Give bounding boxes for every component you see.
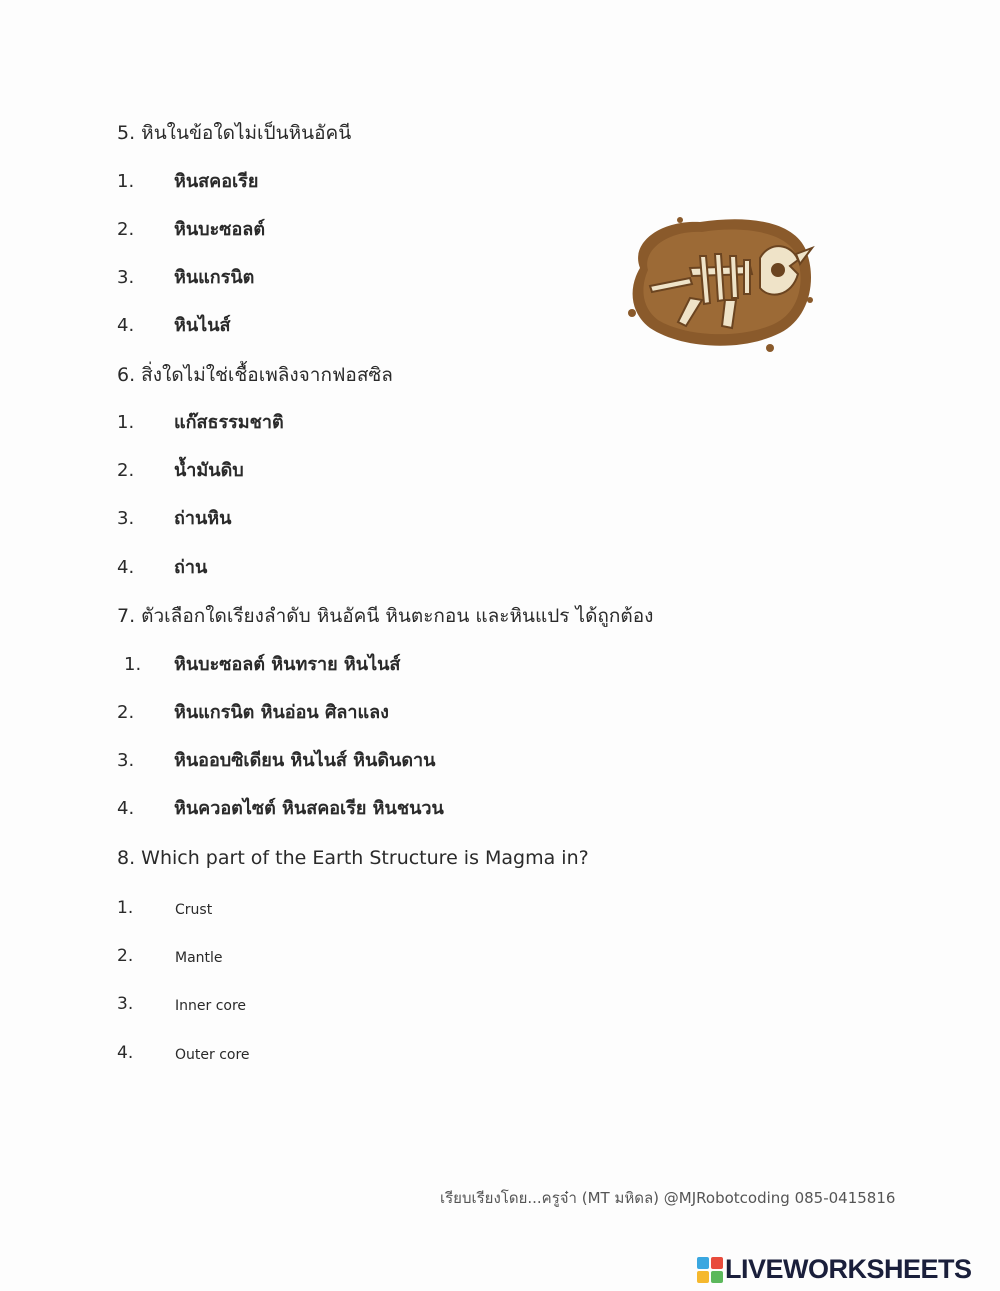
option-number: 2. [117, 460, 135, 481]
option-number: 3. [117, 508, 135, 529]
question-6-option-1[interactable] [117, 411, 817, 437]
question-6-option-4[interactable] [117, 556, 817, 582]
option-number: 3. [117, 994, 134, 1014]
question-5-prompt: 5. หินในข้อใดไม่เป็นหินอัคนี [117, 122, 352, 144]
author-credit: เรียบเรียงโดย...ครูจ๋า (MT มหิดล) @MJRobotcoding 085-0415816 [440, 1189, 896, 1207]
option-text: Outer core [175, 1047, 250, 1063]
question-8-option-3[interactable] [117, 992, 517, 1016]
option-text: น้ำมันดิบ [174, 460, 244, 481]
option-text: Mantle [175, 950, 223, 966]
liveworksheets-brand[interactable] [697, 1253, 997, 1285]
option-text: ถ่านหิน [174, 508, 232, 529]
question-7-option-4[interactable] [117, 797, 817, 823]
option-number: 1. [124, 654, 142, 675]
option-text: แก๊สธรรมชาติ [174, 412, 284, 433]
option-number: 4. [117, 557, 135, 578]
option-number: 4. [117, 1043, 134, 1063]
option-number: 1. [117, 171, 135, 192]
option-number: 3. [117, 750, 135, 771]
question-6-option-2[interactable] [117, 459, 817, 485]
question-6-prompt: 6. สิ่งใดไม่ใช่เชื้อเพลิงจากฟอสซิล [117, 364, 393, 386]
option-text: Inner core [175, 998, 247, 1014]
question-7-option-1[interactable] [124, 653, 824, 679]
option-number: 1. [117, 412, 135, 433]
option-text: หินบะซอลต์ [174, 219, 266, 240]
option-text: หินไนส์ [174, 315, 231, 336]
question-5-option-1[interactable] [117, 170, 817, 196]
option-number: 4. [117, 798, 135, 819]
option-number: 1. [117, 898, 134, 918]
triceratops-fossil-illustration [620, 208, 820, 358]
option-text: หินบะซอลต์ หินทราย หินไนส์ [174, 654, 401, 675]
option-text: หินสคอเรีย [174, 171, 259, 192]
liveworksheets-logo-icon [697, 1257, 723, 1283]
option-number: 4. [117, 315, 135, 336]
question-8-option-2[interactable] [117, 944, 517, 968]
question-7-option-3[interactable] [117, 749, 817, 775]
option-number: 2. [117, 219, 135, 240]
option-text: Crust [175, 902, 213, 918]
option-number: 2. [117, 702, 135, 723]
question-7-prompt: 7. ตัวเลือกใดเรียงลำดับ หินอัคนี หินตะกอน และหินแปร ได้ถูกต้อง [117, 605, 654, 627]
brand-wordmark: LIVEWORKSHEETS [725, 1254, 972, 1284]
option-number: 2. [117, 946, 134, 966]
option-text: หินแกรนิต [174, 267, 255, 288]
question-8-prompt: 8. Which part of the Earth Structure is Magma in? [117, 847, 589, 869]
question-6-option-3[interactable] [117, 507, 817, 533]
question-7-option-2[interactable] [117, 701, 817, 727]
option-text: หินออบซิเดียน หินไนส์ หินดินดาน [174, 750, 436, 771]
option-text: หินควอตไซต์ หินสคอเรีย หินชนวน [174, 798, 444, 819]
option-text: ถ่าน [174, 557, 208, 578]
option-number: 3. [117, 267, 135, 288]
question-8-option-1[interactable] [117, 896, 517, 920]
option-text: หินแกรนิต หินอ่อน ศิลาแลง [174, 702, 389, 723]
question-8-option-4[interactable] [117, 1041, 517, 1065]
